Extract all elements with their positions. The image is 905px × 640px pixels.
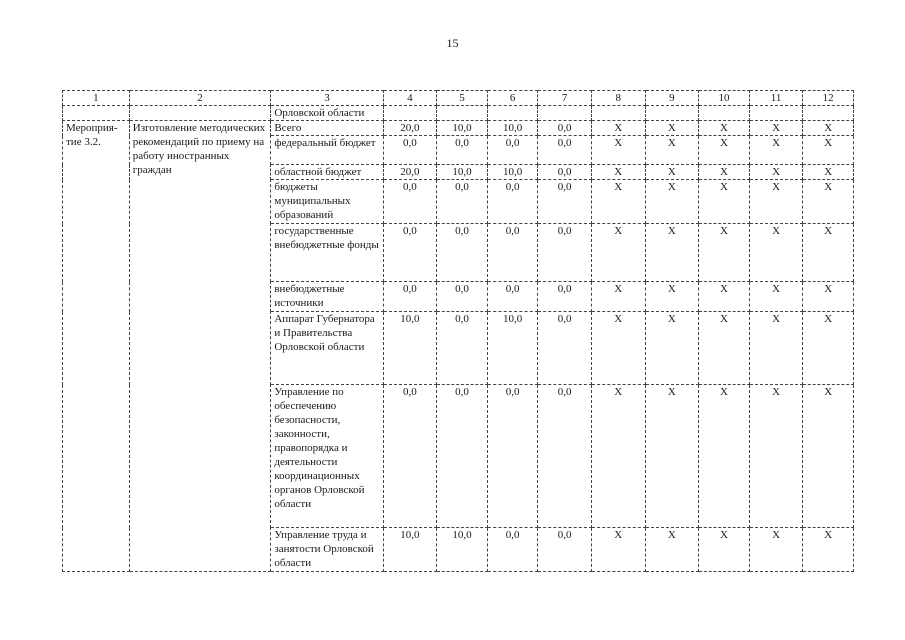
x-cell: Х	[749, 165, 803, 180]
funding-source: бюджеты муниципальных образований	[271, 180, 383, 224]
value-cell: 0,0	[538, 224, 592, 282]
value-cell: 0,0	[383, 136, 437, 165]
x-cell: Х	[645, 165, 699, 180]
header-cell: 7	[538, 91, 592, 106]
x-cell: Х	[699, 165, 750, 180]
x-cell: Х	[749, 312, 803, 385]
funding-source: областной бюджет	[271, 165, 383, 180]
x-cell: Х	[749, 121, 803, 136]
continuation-row	[63, 106, 854, 121]
value-cell: 0,0	[437, 312, 488, 385]
table-row	[63, 121, 854, 136]
value-cell: 0,0	[437, 180, 488, 224]
x-cell: Х	[699, 180, 750, 224]
funding-source: внебюджетные источники	[271, 282, 383, 312]
header-cell: 5	[437, 91, 488, 106]
header-cell: 1	[63, 91, 130, 106]
x-cell: Х	[803, 385, 854, 528]
x-cell: Х	[645, 312, 699, 385]
value-cell: 20,0	[383, 121, 437, 136]
value-cell: 10,0	[487, 121, 538, 136]
x-cell: Х	[749, 385, 803, 528]
x-cell: Х	[591, 528, 645, 572]
x-cell: Х	[803, 136, 854, 165]
header-cell: 9	[645, 91, 699, 106]
value-cell: 0,0	[487, 136, 538, 165]
x-cell: Х	[591, 121, 645, 136]
value-cell: 0,0	[538, 121, 592, 136]
value-cell: 0,0	[487, 180, 538, 224]
x-cell: Х	[749, 528, 803, 572]
value-cell: 0,0	[538, 528, 592, 572]
continuation-source: Орловской области	[271, 106, 383, 121]
value-cell: 20,0	[383, 165, 437, 180]
x-cell: Х	[699, 224, 750, 282]
x-cell: Х	[749, 282, 803, 312]
x-cell: Х	[645, 224, 699, 282]
value-cell: 0,0	[383, 180, 437, 224]
x-cell: Х	[591, 385, 645, 528]
x-cell: Х	[699, 282, 750, 312]
header-cell: 4	[383, 91, 437, 106]
header-row	[63, 91, 854, 106]
header-cell: 10	[699, 91, 750, 106]
x-cell: Х	[803, 312, 854, 385]
value-cell: 10,0	[437, 121, 488, 136]
funding-source: государственные внебюджетные фонды	[271, 224, 383, 282]
x-cell: Х	[749, 136, 803, 165]
x-cell: Х	[803, 165, 854, 180]
value-cell: 0,0	[538, 136, 592, 165]
x-cell: Х	[645, 136, 699, 165]
value-cell: 0,0	[437, 136, 488, 165]
value-cell: 10,0	[487, 312, 538, 385]
value-cell: 0,0	[437, 224, 488, 282]
funding-source: федеральный бюджет	[271, 136, 383, 165]
value-cell: 0,0	[538, 180, 592, 224]
x-cell: Х	[749, 224, 803, 282]
header-cell: 8	[591, 91, 645, 106]
value-cell: 10,0	[383, 528, 437, 572]
x-cell: Х	[591, 136, 645, 165]
x-cell: Х	[803, 528, 854, 572]
x-cell: Х	[645, 528, 699, 572]
value-cell: 10,0	[437, 528, 488, 572]
x-cell: Х	[591, 312, 645, 385]
x-cell: Х	[645, 385, 699, 528]
budget-table	[62, 90, 854, 572]
value-cell: 0,0	[437, 282, 488, 312]
value-cell: 10,0	[437, 165, 488, 180]
x-cell: Х	[699, 312, 750, 385]
x-cell: Х	[591, 180, 645, 224]
value-cell: 0,0	[487, 224, 538, 282]
x-cell: Х	[699, 528, 750, 572]
value-cell: 0,0	[437, 385, 488, 528]
funding-source: Управление по обеспечению безопасности, законности, правопорядка и деятельности координационных органов Орловской области	[271, 385, 383, 528]
header-cell: 6	[487, 91, 538, 106]
x-cell: Х	[699, 136, 750, 165]
x-cell: Х	[591, 224, 645, 282]
value-cell: 0,0	[383, 282, 437, 312]
funding-source: Аппарат Губернатора и Правительства Орловской области	[271, 312, 383, 385]
x-cell: Х	[591, 165, 645, 180]
header-cell: 12	[803, 91, 854, 106]
x-cell: Х	[645, 121, 699, 136]
header-cell: 2	[129, 91, 271, 106]
x-cell: Х	[699, 385, 750, 528]
x-cell: Х	[645, 282, 699, 312]
value-cell: 0,0	[383, 224, 437, 282]
value-cell: 0,0	[487, 385, 538, 528]
value-cell: 0,0	[538, 165, 592, 180]
value-cell: 0,0	[538, 385, 592, 528]
value-cell: 0,0	[487, 528, 538, 572]
x-cell: Х	[803, 224, 854, 282]
x-cell: Х	[591, 282, 645, 312]
measure-code: Мероприя-тие 3.2.	[63, 121, 130, 572]
x-cell: Х	[645, 180, 699, 224]
x-cell: Х	[749, 180, 803, 224]
measure-name: Изготовление методических рекомендаций по приему на работу иностранных граждан	[129, 121, 271, 572]
x-cell: Х	[803, 180, 854, 224]
value-cell: 10,0	[383, 312, 437, 385]
header-cell: 3	[271, 91, 383, 106]
funding-source: Всего	[271, 121, 383, 136]
value-cell: 0,0	[538, 282, 592, 312]
value-cell: 0,0	[538, 312, 592, 385]
header-cell: 11	[749, 91, 803, 106]
value-cell: 0,0	[383, 385, 437, 528]
x-cell: Х	[803, 121, 854, 136]
x-cell: Х	[699, 121, 750, 136]
page-number: 15	[446, 36, 459, 50]
value-cell: 10,0	[487, 165, 538, 180]
funding-source: Управление труда и занятости Орловской области	[271, 528, 383, 572]
x-cell: Х	[803, 282, 854, 312]
value-cell: 0,0	[487, 282, 538, 312]
